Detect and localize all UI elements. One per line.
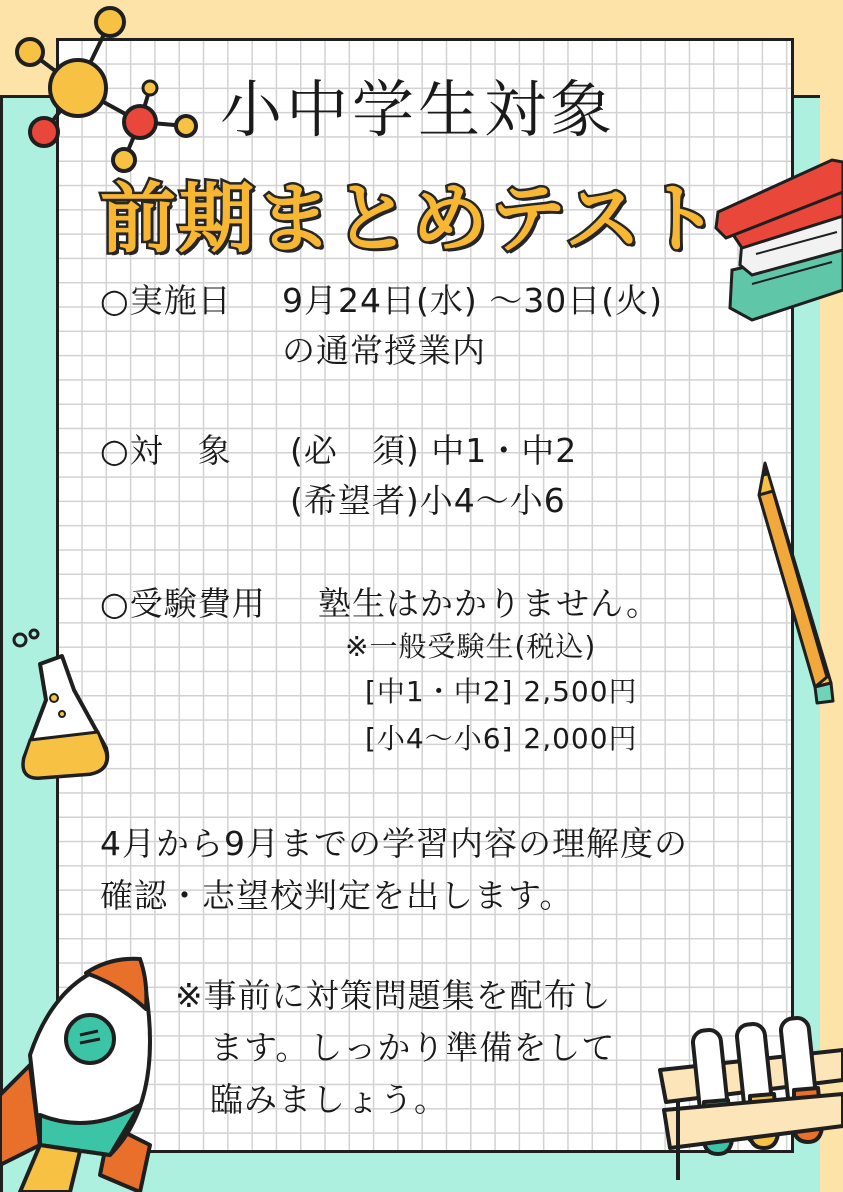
schedule-value-note: の通常授業内 [282,331,486,370]
pencil-icon [755,455,843,705]
books-icon [712,150,843,330]
target-label: ○対 象 [100,431,232,470]
fee-label: ○受験費用 [100,584,266,623]
test-tubes-icon [658,1010,843,1180]
notice-line-3: 臨みましょう。 [210,1080,448,1119]
schedule-label: ○実施日 [100,281,232,320]
rocket-icon [0,945,175,1192]
target-required: (必 須) 中1・中2 [290,431,578,470]
fee-member: 塾生はかかりません。 [318,584,660,623]
notice-line-2: ます。しっかり準備をして [210,1028,616,1067]
fee-general-note: ※一般受験生(税込) [345,630,597,663]
molecule-icon [0,0,220,180]
description-line-1: 4月から9月までの学習内容の理解度の [100,824,688,863]
subtitle: 小中学生対象 [220,73,617,146]
description-line-2: 確認・志望校判定を出します。 [100,876,574,915]
target-optional: (希望者)小4～小6 [290,481,566,520]
notice-line-1: ※事前に対策問題集を配布し [175,976,612,1015]
fee-price-junior: [中1・中2] 2,500円 [365,675,638,708]
schedule-value: 9月24日(水) ～30日(火) [282,281,663,320]
page-title: 前期まとめテスト [100,174,721,263]
fee-price-elementary: [小4～小6] 2,000円 [365,722,638,755]
flask-icon [10,628,120,788]
